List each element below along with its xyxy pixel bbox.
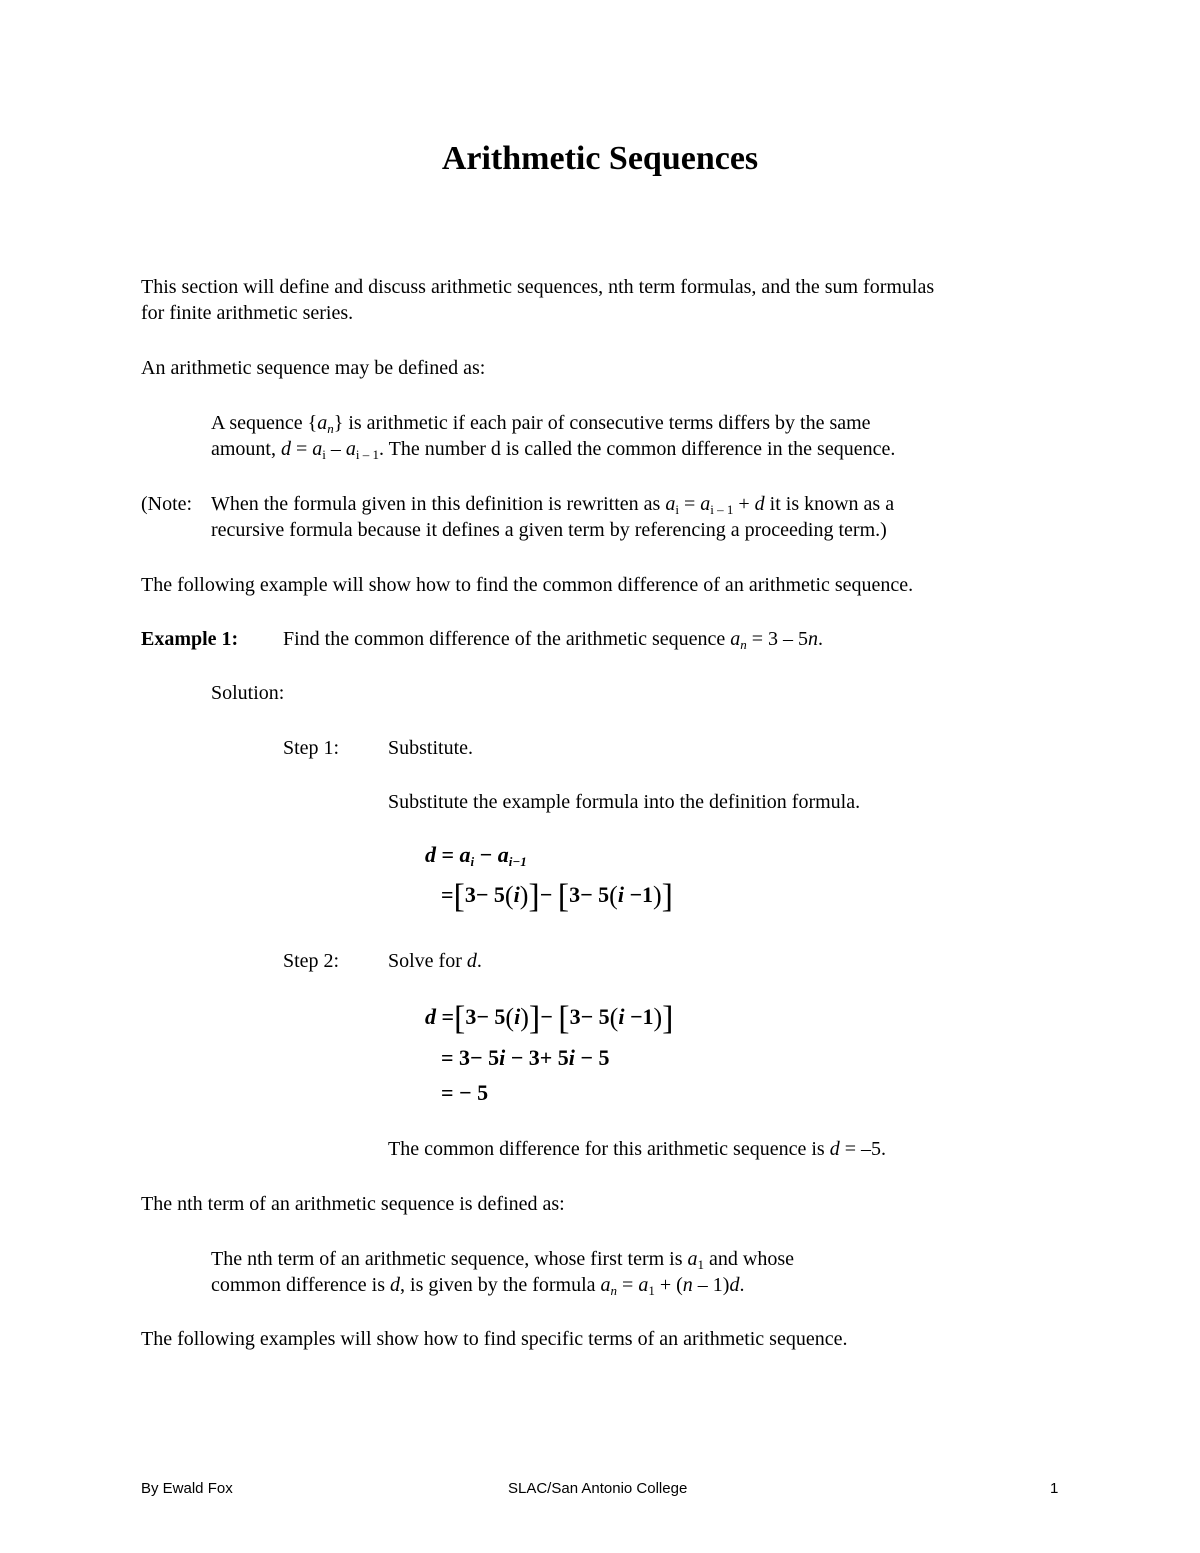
- math-step2-line-2: = 3− 5i − 3+ 5i − 5: [441, 1045, 610, 1070]
- example-1-label: Example 1:: [141, 628, 239, 650]
- note-line-1: When the formula given in this definition is rewritten as $a_i = a_{i - 1} + d$ it is known as a: [211, 493, 895, 517]
- math-step2-line-1: d =[3− 5(i)]− [3− 5(i −1)]: [425, 1000, 674, 1037]
- step-1-description: Substitute the example formula into the definition formula.: [388, 791, 861, 813]
- solution-label: Solution:: [211, 682, 285, 704]
- definition-line-2: amount, $d = a_i - a_{i - 1}$. The number d is called the common difference in the sequence.: [211, 438, 896, 462]
- note-line-2: recursive formula because it defines a given term by referencing a proceeding term.): [211, 519, 887, 541]
- definition-line-1: A sequence $\{a_n\}$ is arithmetic if each pair of consecutive terms differs by the same: [211, 412, 871, 436]
- footer-author: By Ewald Fox: [141, 1480, 233, 1497]
- examples-intro: The following examples will show how to find specific terms of an arithmetic sequence.: [141, 1328, 848, 1350]
- intro-line-2: for finite arithmetic series.: [141, 302, 354, 324]
- intro-line-1: This section will define and discuss arithmetic sequences, nth term formulas, and the sum formulas: [141, 276, 935, 298]
- footer-institution: SLAC/San Antonio College: [508, 1480, 688, 1497]
- note-label: (Note:: [141, 493, 193, 515]
- math-step1-line-2: =[3− 5(i)]− [3− 5(i −1)]: [441, 878, 673, 915]
- page-title: Arithmetic Sequences: [441, 140, 759, 177]
- example-intro: The following example will show how to find the common difference of an arithmetic sequence.: [141, 574, 914, 596]
- step-1-label: Step 1:: [283, 737, 340, 759]
- footer-page-number: 1: [1050, 1480, 1059, 1497]
- math-step2-line-3: = − 5: [441, 1080, 489, 1105]
- nth-term-intro: The nth term of an arithmetic sequence is defined as:: [141, 1193, 565, 1215]
- conclusion: The common difference for this arithmetic sequence is d = –5.: [388, 1138, 886, 1160]
- nth-term-def-line-2: common difference is d, is given by the formula $a_n = a_1 + (n - 1)d$.: [211, 1274, 745, 1298]
- math-step1-line-1: $d = a_i - a_{i-1}$: [425, 842, 527, 869]
- example-1-text: Find the common difference of the arithmetic sequence $a_n = 3 - 5n$.: [283, 628, 824, 652]
- step-2-label: Step 2:: [283, 950, 340, 972]
- step-2-title: Solve for d.: [388, 950, 482, 972]
- definition-intro: An arithmetic sequence may be defined as:: [141, 357, 486, 379]
- nth-term-def-line-1: The nth term of an arithmetic sequence, whose first term is $a_1$ and whose: [211, 1248, 794, 1272]
- step-1-title: Substitute.: [388, 737, 474, 759]
